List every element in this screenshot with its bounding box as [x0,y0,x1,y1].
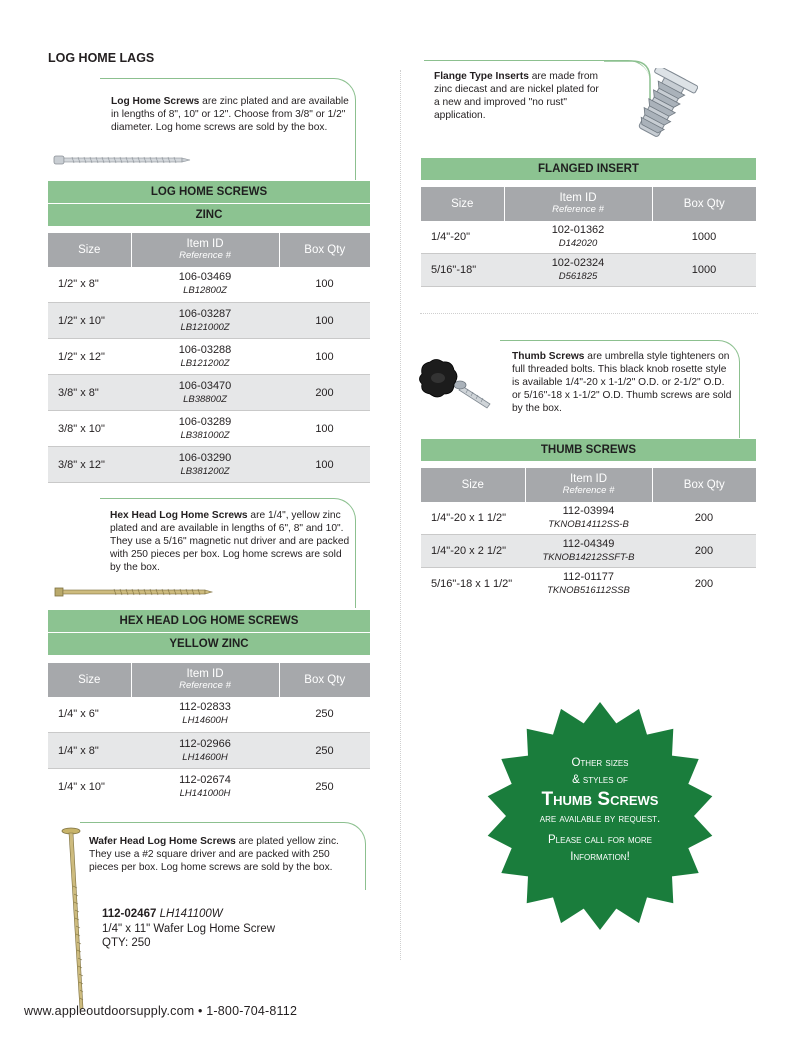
log-home-table [48,180,370,483]
header-box-qty: Box Qty [652,468,756,502]
table-banner: FLANGED INSERT [421,158,756,181]
hex-head-table [48,609,370,805]
table-row: 5/16"-18 x 1 1/2" 112-01177 TKNOB516112SSB 200 [431,571,714,597]
wafer-item-qty: QTY: 250 [102,937,151,949]
table-row: 3/8" x 10" 106-03289 LB381000Z 100 [48,411,370,447]
table-row: 1/4" x 8" 112-02966 LH14600H 250 [48,733,370,769]
section-title: LOG HOME LAGS [48,51,155,65]
table-row: 3/8" x 8" 106-03470 LB38800Z 200 [48,375,370,411]
wafer-screw-image [58,826,86,1012]
table-banner: THUMB SCREWS [421,439,756,462]
table-row: 5/16"-18" 102-02324 D561825 1000 [421,254,756,287]
thumb-screw-table [421,438,756,601]
thumb-screw-callout-text: Thumb Screws are umbrella style tighteners on full threaded bolts. This black knob rosette style is available 1/4"-20 x 1-1/2" O.D. or 2-1/2" O.D. or 5/16"-18 x 1-1/2" O.D. Thumb screws are sold by the box. [512,351,732,414]
header-size: Size [48,233,131,267]
header-item-id: Item ID Reference # [504,187,652,221]
header-item-id: Item ID Reference # [131,663,279,697]
wafer-item-info [102,907,275,951]
footer-contact: www.appleoutdoorsupply.com • 1-800-704-8112 [24,1004,298,1018]
wafer-item-id: 112-02467 [102,908,157,920]
table-banner-sub: YELLOW ZINC [48,633,370,656]
table-row: 1/4"-20" 102-01362 D142020 1000 [421,221,756,254]
table-row: 1/2" x 8" 106-03469 LB12800Z 100 [48,267,370,303]
header-size: Size [421,187,504,221]
table-row: 1/2" x 12" 106-03288 LB121200Z 100 [48,339,370,375]
wafer-item-desc: 1/4" x 11" Wafer Log Home Screw [102,922,276,935]
thumb-screw-image [416,356,496,416]
table-row: 1/4" x 6" 112-02833 LH14600H 250 [48,697,370,733]
header-size: Size [421,468,525,502]
header-size: Size [48,663,131,697]
section-divider [420,313,758,314]
table-banner-sub: ZINC [48,204,370,227]
header-box-qty: Box Qty [652,187,756,221]
column-divider [400,70,401,960]
hex-screw-image [54,585,214,599]
flange-table [421,157,756,287]
table-row: 1/4" x 10" 112-02674 LH141000H 250 [58,773,334,799]
table-row: 3/8" x 12" 106-03290 LB381200Z 100 [48,447,370,483]
header-item-id: Item ID Reference # [131,233,279,267]
log-screw-image [52,150,192,170]
flange-insert-image [628,68,698,140]
table-row: 1/4"-20 x 1 1/2" 112-03994 TKNOB14112SS-B 200 [421,502,756,535]
hex-head-callout-text: Hex Head Log Home Screws are 1/4", yellow zinc plated and are available in lengths of 6", 8" and 10". They use a 5/16" magnetic nut driver and are packed with 250 pieces per box. Log home screws are sold by the box. [110,510,350,573]
flange-callout-text: Flange Type Inserts are made from zinc diecast and are nickel plated for a new and improved "no rust" application. [434,71,599,121]
log-home-callout-text: Log Home Screws are zinc plated and are available in lengths of 8", 10" or 12". Choose from 3/8" or 1/2" diameter. Log home screws are sold by the box. [111,96,349,133]
table-banner: LOG HOME SCREWS [48,181,370,204]
starburst-text: Other sizes & styles of Thumb Screws are available by request. Please call for more Information! [539,757,661,863]
header-item-id: Item ID Reference # [525,468,652,502]
table-row: 1/2" x 10" 106-03287 LB121000Z 100 [48,303,370,339]
table-row: 1/4"-20 x 2 1/2" 112-04349 TKNOB14212SSFT-B 200 [421,535,756,568]
wafer-head-callout-text: Wafer Head Log Home Screws are plated yellow zinc. They use a #2 square driver and are packed with 250 pieces per box. Log home screws are sold by the box. [89,836,339,873]
header-box-qty: Box Qty [279,663,370,697]
table-banner: HEX HEAD LOG HOME SCREWS [48,610,370,633]
wafer-item-ref: LH141100W [159,908,223,920]
header-box-qty: Box Qty [279,233,370,267]
